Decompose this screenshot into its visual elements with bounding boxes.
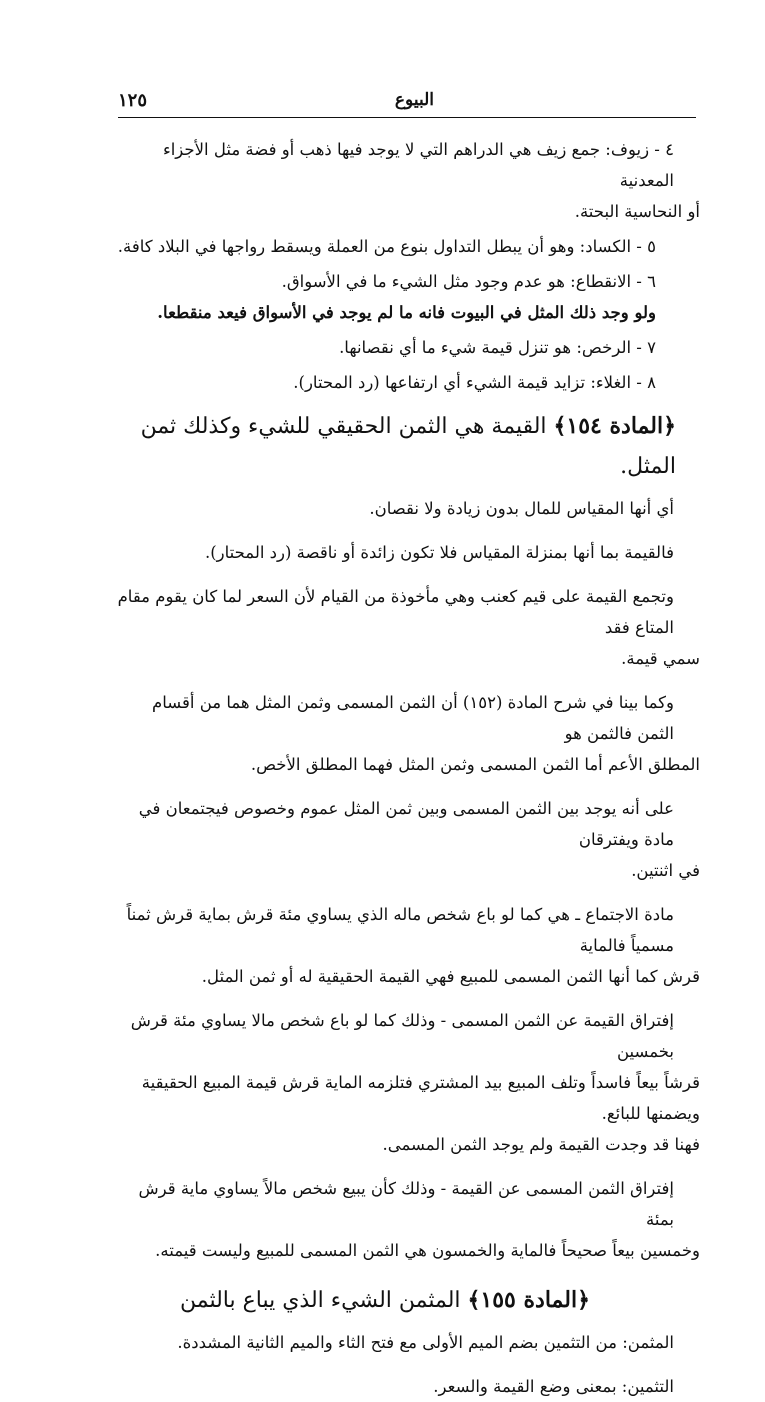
paragraph-continuation: فهنا قد وجدت القيمة ولم يوجد الثمن المسمى.: [382, 1135, 700, 1154]
running-title: البيوع: [394, 90, 434, 110]
paragraph-continuation: في اثنتين.: [631, 861, 700, 880]
list-item-continuation: أو النحاسية البحتة.: [574, 202, 700, 221]
paragraph-continuation: المطلق الأعم أما الثمن المسمى وثمن المثل فهما المطلق الأخص.: [250, 755, 700, 774]
list-note: ولو وجد ذلك المثل في البيوت فانه ما لم يوجد في الأسواق فيعد منقطعا.: [157, 303, 656, 322]
paragraph: التثمين: بمعنى وضع القيمة والسعر.: [433, 1377, 674, 1396]
list-item: ٨ - الغلاء: تزايد قيمة الشيء أي ارتفاعها (رد المحتار).: [293, 373, 656, 392]
paragraph-continuation: سمي قيمة.: [621, 649, 700, 668]
article-155-heading: ﴿المادة ١٥٥﴾ المثمن الشيء الذي يباع بالثمن: [179, 1287, 590, 1313]
list-item: ٤ - زيوف: جمع زيف هي الدراهم التي لا يوجد فيها ذهب أو فضة مثل الأجزاء المعدنية: [162, 140, 674, 190]
page-number: ١٢٥: [118, 90, 148, 111]
article-154-heading: ﴿المادة ١٥٤﴾ القيمة هي الثمن الحقيقي للشيء وكذلك ثمن المثل.: [140, 413, 676, 479]
page-body: [112, 134, 700, 1402]
paragraph: إفتراق الثمن المسمى عن القيمة - وذلك كأن يبيع شخص مالاً يساوي ماية قرش بمئة: [138, 1179, 674, 1229]
paragraph: أي أنها المقياس للمال بدون زيادة ولا نقصان.: [369, 499, 674, 518]
paragraph: المثمن: من التثمين بضم الميم الأولى مع فتح الثاء والميم الثانية المشددة.: [177, 1333, 674, 1352]
list-item: ٧ - الرخص: هو تنزل قيمة شيء ما أي نقصانها.: [339, 338, 656, 357]
paragraph: مادة الاجتماع ـ هي كما لو باع شخص ماله الذي يساوي مئة قرش بماية قرش ثمناً مسمياً فالماية: [126, 905, 674, 955]
paragraph: على أنه يوجد بين الثمن المسمى وبين ثمن المثل عموم وخصوص فيجتمعان في مادة ويفترقان: [138, 799, 674, 849]
paragraph-continuation: قرش كما أنها الثمن المسمى للمبيع فهي القيمة الحقيقية له أو ثمن المثل.: [201, 967, 700, 986]
paragraph: إفتراق القيمة عن الثمن المسمى - وذلك كما لو باع شخص مالا يساوي مئة قرش بخمسين: [130, 1011, 674, 1061]
paragraph-continuation: قرشاً بيعاً فاسداً وتلف المبيع بيد المشتري فتلزمه الماية قرش قيمة المبيع الحقيقية ويضمنها للبائع.: [141, 1073, 700, 1123]
list-item: ٥ - الكساد: وهو أن يبطل التداول بنوع من العملة ويسقط رواجها في البلاد كافة.: [117, 237, 656, 256]
header-rule: [118, 117, 696, 118]
paragraph: وكما بينا في شرح المادة (١٥٢) أن الثمن المسمى وثمن المثل هما من أقسام الثمن فالثمن هو: [152, 693, 674, 743]
paragraph-continuation: وخمسين بيعاً صحيحاً فالماية والخمسون هي الثمن المسمى للمبيع وليست قيمته.: [155, 1241, 700, 1260]
paragraph: وتجمع القيمة على قيم كعنب وهي مأخوذة من القيام لأن السعر لما كان يقوم مقام المتاع فقد: [117, 587, 674, 637]
list-item: ٦ - الانقطاع: هو عدم وجود مثل الشيء ما في الأسواق.: [281, 272, 656, 291]
running-head: [118, 88, 696, 118]
paragraph: فالقيمة بما أنها بمنزلة المقياس فلا تكون زائدة أو ناقصة (رد المحتار).: [204, 543, 674, 562]
